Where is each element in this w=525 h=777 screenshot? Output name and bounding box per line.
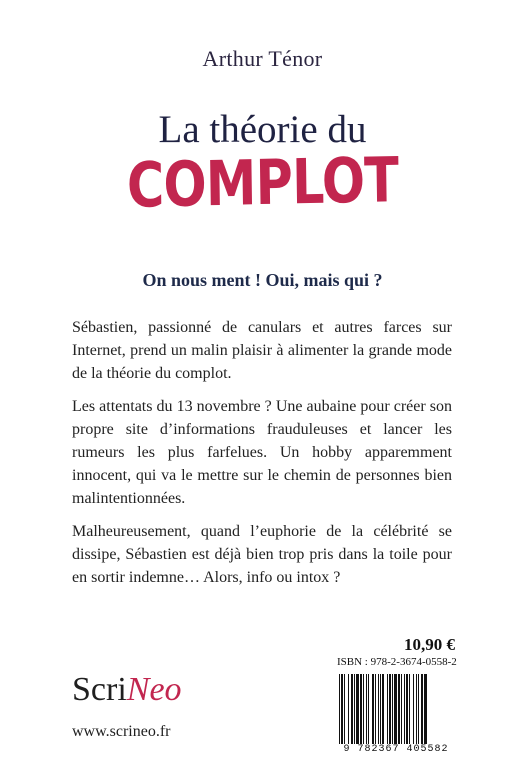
barcode-bar <box>344 674 345 744</box>
barcode-digits: 9 782367 405582 <box>343 744 449 755</box>
barcode-bar <box>424 674 427 744</box>
barcode-bar <box>392 674 393 744</box>
barcode-bar <box>413 674 414 744</box>
barcode-bar <box>354 674 355 744</box>
barcode-bar <box>368 674 369 744</box>
barcode-bar <box>404 674 405 744</box>
blurb-paragraph: Sébastien, passionné de canulars et autres farces sur Internet, prend un malin plaisir à alimenter la grande mode de la théorie du complot. <box>72 319 452 382</box>
barcode-bar <box>421 674 423 744</box>
barcode-bar <box>372 674 374 744</box>
barcode-bar <box>389 674 391 744</box>
barcode-bar <box>382 674 384 744</box>
barcode-bar <box>409 674 410 744</box>
book-title-line2: COMPLOT <box>126 143 399 222</box>
barcode-bar <box>406 674 408 744</box>
barcode-bar <box>363 674 364 744</box>
barcode-bar <box>351 674 353 744</box>
back-cover-blurb <box>72 316 452 599</box>
barcode-bar <box>341 674 343 744</box>
blurb-paragraph: Les attentats du 13 novembre ? Une aubaine pour créer son propre site d’informations frauduleuses et lancer les rumeurs les plus farfelues. Un hobby apparemment innocent, qui va le mettre sur le chemin de personnes bien malintentionnées. <box>72 398 452 507</box>
blurb-paragraph: Malheureusement, quand l’euphorie de la célébrité se dissipe, Sébastien est déjà bien trop pris dans la toile pour en sortir indemne… Alors, info ou intox ? <box>72 523 452 586</box>
barcode-bar <box>356 674 359 744</box>
barcode-bar <box>348 674 349 744</box>
barcode-bar <box>418 674 419 744</box>
price: 10,90 € <box>404 635 455 654</box>
publisher-logo-part2: Neo <box>126 671 182 708</box>
barcode-bar <box>339 674 340 744</box>
isbn: ISBN : 978-2-3674-0558-2 <box>337 656 457 668</box>
barcode-bar <box>398 674 400 744</box>
barcode-bar <box>387 674 388 744</box>
publisher-logo <box>72 673 182 707</box>
barcode-bar <box>375 674 376 744</box>
book-title-line1: La théorie du <box>158 108 367 151</box>
barcode-bar <box>380 674 381 744</box>
author-name: Arthur Ténor <box>202 46 323 71</box>
publisher-website[interactable]: www.scrineo.fr <box>72 723 171 740</box>
barcode-bar <box>366 674 367 744</box>
barcode-bars <box>337 674 455 744</box>
publisher-logo-part1: Scri <box>72 671 127 708</box>
barcode-bar <box>394 674 397 744</box>
tagline: On nous ment ! Oui, mais qui ? <box>142 270 383 290</box>
barcode-bar <box>401 674 402 744</box>
barcode <box>337 674 455 744</box>
barcode-bar <box>416 674 417 744</box>
barcode-bar <box>378 674 379 744</box>
barcode-bar <box>360 674 362 744</box>
